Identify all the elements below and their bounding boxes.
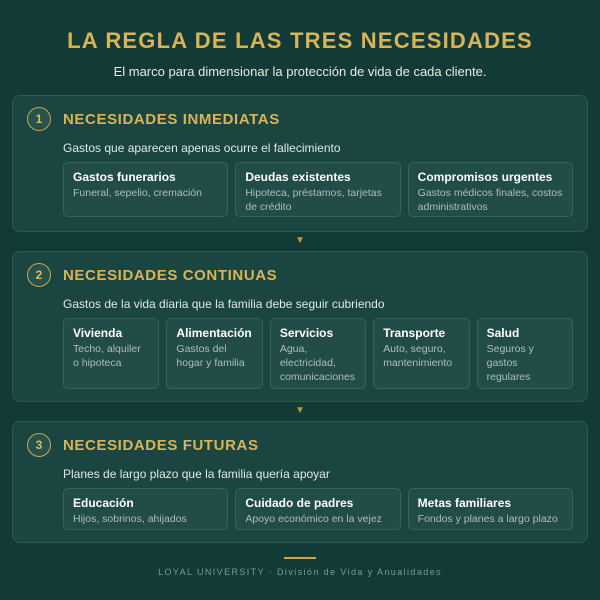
card-title: Educación — [73, 496, 134, 510]
card-title: Deudas existentes — [245, 170, 351, 184]
card-description: Techo, alquiler o hipoteca — [73, 343, 141, 369]
card-title: Transporte — [383, 326, 446, 340]
need-card — [373, 318, 469, 389]
section-number-badge: 1 — [27, 107, 51, 131]
section-header — [27, 263, 277, 287]
card-title: Alimentación — [176, 326, 252, 340]
card-row — [63, 162, 573, 217]
card-description: Seguros y gastos regulares — [486, 343, 534, 383]
down-arrow-icon: ▼ — [295, 405, 305, 416]
card-title: Compromisos urgentes — [417, 170, 553, 184]
card-description: Apoyo económico en la vejez — [245, 513, 382, 525]
card-description: Hipoteca, préstamos, tarjetas de crédito — [245, 187, 382, 213]
need-card — [408, 488, 573, 530]
section-title: NECESIDADES CONTINUAS — [63, 266, 278, 284]
need-card — [235, 162, 400, 217]
card-title: Gastos funerarios — [73, 170, 176, 184]
footer-divider — [284, 557, 316, 559]
need-card — [477, 318, 573, 389]
card-description: Gastos del hogar y familia — [176, 343, 245, 369]
card-description: Funeral, sepelio, cremación — [73, 187, 202, 199]
section-title: NECESIDADES INMEDIATAS — [63, 110, 280, 128]
need-card — [270, 318, 366, 389]
footer-credit: LOYAL UNIVERSITY · División de Vida y Anualidades — [158, 567, 442, 577]
card-row — [63, 318, 573, 389]
card-title: Vivienda — [73, 326, 123, 340]
section-description: Gastos de la vida diaria que la familia debe seguir cubriendo — [63, 297, 385, 311]
card-title: Salud — [486, 326, 520, 340]
section-ongoing-needs — [12, 251, 588, 402]
card-description: Fondos y planes a largo plazo — [417, 513, 558, 525]
section-header — [27, 433, 259, 457]
need-card — [235, 488, 400, 530]
section-description: Gastos que aparecen apenas ocurre el fallecimiento — [63, 141, 341, 155]
section-title: NECESIDADES FUTURAS — [63, 436, 259, 454]
need-card — [63, 162, 228, 217]
need-card — [63, 488, 228, 530]
section-immediate-needs — [12, 95, 588, 232]
card-row — [63, 488, 573, 530]
page-subtitle: El marco para dimensionar la protección de vida de cada cliente. — [113, 64, 487, 79]
down-arrow-icon: ▼ — [295, 235, 305, 246]
need-card — [166, 318, 262, 389]
card-title: Servicios — [279, 326, 334, 340]
card-description: Agua, electricidad, comunicaciones — [279, 343, 356, 383]
section-header — [27, 107, 280, 131]
section-number-badge: 3 — [27, 433, 51, 457]
header — [12, 0, 588, 79]
section-number-badge: 2 — [27, 263, 51, 287]
section-future-needs — [12, 421, 588, 543]
card-description: Gastos médicos finales, costos administrativos — [417, 187, 563, 213]
need-card — [63, 318, 159, 389]
page-title: LA REGLA DE LAS TRES NECESIDADES — [67, 28, 533, 53]
card-title: Cuidado de padres — [245, 496, 354, 510]
card-title: Metas familiares — [417, 496, 512, 510]
need-card — [408, 162, 573, 217]
card-description: Hijos, sobrinos, ahijados — [73, 513, 187, 525]
section-description: Planes de largo plazo que la familia quería apoyar — [63, 467, 330, 481]
card-description: Auto, seguro, mantenimiento — [383, 343, 453, 369]
